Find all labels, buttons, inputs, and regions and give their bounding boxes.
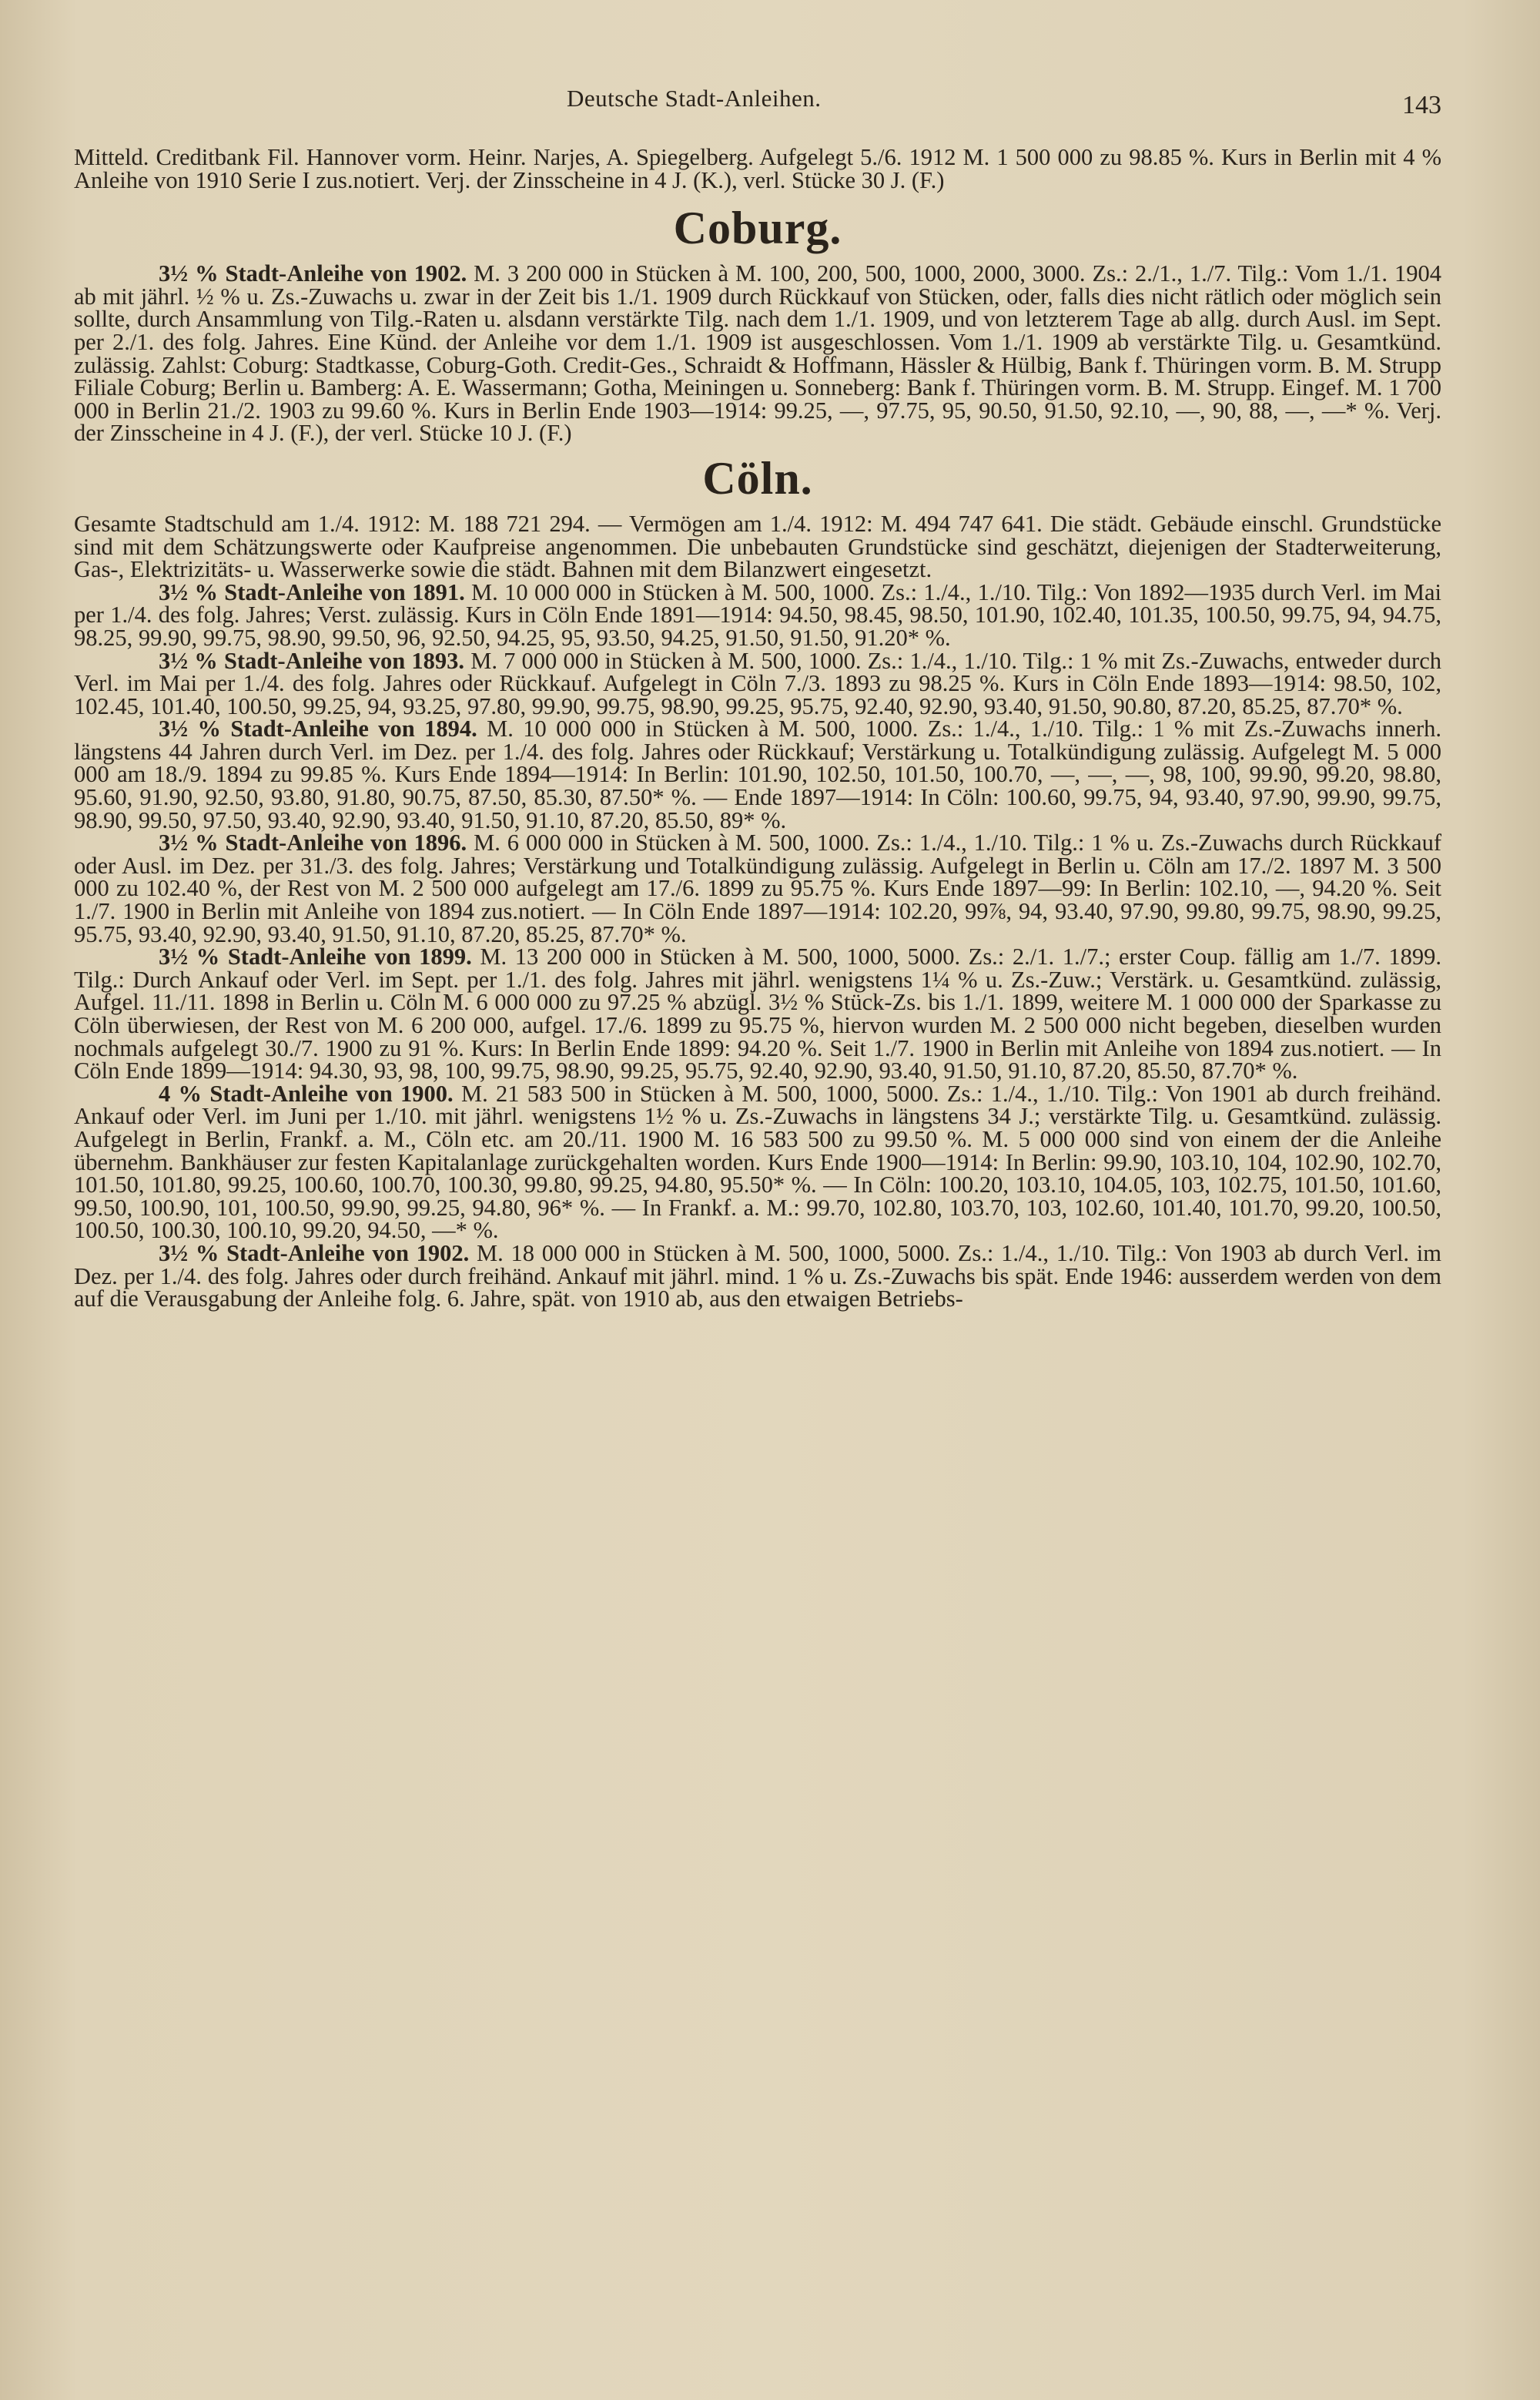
loan-title: 3½ % Stadt-Anleihe von 1902. [159,1239,470,1266]
section-heading-coburg: Coburg. [673,203,842,254]
loan-text: M. 6 000 000 in Stücken à M. 500, 1000. Zs.: 1./4., 1./10. Tilg.: 1 % u. Zs.-Zuwachs durch Rückkauf oder Ausl. im Dez. per 31./3. des folg. Jahres; Verstärkung und Totalkündigung zulässig. Aufgelegt in Berlin u. Cöln am 17./2. 1897 M. 3 500 000 zu 102.40 %, der Rest von M. 2 500 000 aufgelegt am 17./6. 1899 zu 95.75 %. Kurs Ende 1897—99: In Berlin: 102.10, —, 94.20 %. Seit 1./7. 1900 in Berlin mit Anleihe von 1894 zus.notiert. — In Cöln Ende 1897—1914: 102.20, 99⅞, 94, 93.40, 97.90, 99.80, 99.75, 98.90, 99.25, 95.75, 93.40, 92.90, 93.40, 91.50, 91.10, 87.20, 85.25, 87.70* %. [74,830,1441,947]
running-title: Deutsche Stadt-Anleihen. [567,85,822,112]
loan-entry [74,647,1441,719]
intro-paragraph: Mitteld. Creditbank Fil. Hannover vorm. Heinr. Narjes, A. Spiegelberg. Aufgelegt 5./6. 1912 M. 1 500 000 zu 98.85 %. Kurs in Berlin mit 4 % Anleihe von 1910 Serie I zus.notiert. Verj. der Zinsscheine in 4 J. (K.), verl. Stücke 30 J. (F.) [74,144,1441,193]
loan-entry [74,832,1441,946]
loan-title: 3½ % Stadt-Anleihe von 1902. [159,260,467,287]
loan-title: 3½ % Stadt-Anleihe von 1891. [159,578,465,605]
loan-entry [74,260,1441,447]
loan-text: M. 10 000 000 in Stücken à M. 500, 1000. Zs.: 1./4., 1./10. Tilg.: Von 1892—1935 durch Verl. im Mai per 1./4. des folg. Jahres; Verst. zulässig. Kurs in Cöln Ende 1891—1914: 94.50, 98.45, 98.50, 101.90, 102.40, 101.35, 100.50, 99.75, 94, 94.75, 98.25, 99.90, 99.75, 98.90, 99.50, 96, 92.50, 94.25, 95, 93.50, 94.25, 91.50, 91.50, 91.20* %. [74,578,1441,651]
section-heading-coeln: Cöln. [702,452,813,504]
loan-title: 3½ % Stadt-Anleihe von 1896. [159,830,467,856]
loan-text: M. 3 200 000 in Stücken à M. 100, 200, 500, 1000, 2000, 3000. Zs.: 2./1., 1./7. Tilg.: Vom 1./1. 1904 ab mit jährl. ½ % u. Zs.-Zuwachs u. zwar in der Zeit bis 1./1. 1909 durch Rückkauf von Stücken, oder, falls dies nicht rätlich oder möglich sein sollte, durch Ansammlung von Tilg.-Raten u. alsdann verstärkte Tilg. nach dem 1./1. 1909, und von letzterem Tage ab allg. durch Ausl. im Sept. per 2./1. des folg. Jahres. Eine Künd. der Anleihe vor dem 1./1. 1909 ist ausgeschlossen. Vom 1./1. 1909 ab verstärkte Tilg. u. Gesamtkünd. zulässig. Zahlst: Coburg: Stadtkasse, Coburg-Goth. Credit-Ges., Schraidt & Hoffmann, Hässler & Hülbig, Bank f. Thüringen vorm. B. M. Strupp Filiale Coburg; Berlin u. Bamberg: A. E. Wassermann; Gotha, Meiningen u. Sonneberg: Bank f. Thüringen vorm. B. M. Strupp. Eingef. M. 1 700 000 in Berlin 21./2. 1903 zu 99.60 %. Kurs in Berlin Ende 1903—1914: 99.25, —, 97.75, 95, 90.50, 91.50, 92.10, —, 90, 88, —, —* %. Verj. der Zinsscheine in 4 J. (F.), der verl. Stücke 10 J. (F.) [74,260,1441,447]
loan-text: M. 13 200 000 in Stücken à M. 500, 1000, 5000. Zs.: 2./1. 1./7.; erster Coup. fällig am 1./7. 1899. Tilg.: Durch Ankauf oder Verl. im Sept. per 1./1. des folg. Jahres mit jährl. wenigstens 1¼ % u. Zs.-Zuw.; Verstärk. u. Gesamtkünd. zulässig, Aufgel. 11./11. 1898 in Berlin u. Cöln M. 6 000 000 zu 97.25 % abzügl. 3½ % Stück-Zs. bis 1./1. 1899, weitere M. 1 000 000 der Sparkasse zu Cöln überwiesen, der Rest von M. 6 200 000, aufgel. 17./6. 1899 zu 95.75 %, hiervon wurden M. 2 500 000 nicht begeben, dieselben wurden nochmals aufgelegt 30./7. 1900 zu 91 %. Kurs: In Berlin Ende 1899: 94.20 %. Seit 1./7. 1900 in Berlin mit Anleihe von 1894 zus.notiert. — In Cöln Ende 1899—1914: 94.30, 93, 98, 100, 99.75, 98.90, 99.25, 95.75, 92.40, 92.90, 93.40, 91.50, 91.10, 87.20, 85.50, 87.70* %. [74,944,1441,1084]
loan-entry [74,1080,1442,1244]
loan-entry [74,1239,1441,1312]
loan-title: 3½ % Stadt-Anleihe von 1893. [159,647,465,674]
loan-entry [74,946,1441,1083]
loan-title: 3½ % Stadt-Anleihe von 1899. [159,944,472,970]
loan-text: M. 21 583 500 in Stücken à M. 500, 1000, 5000. Zs.: 1./4., 1./10. Tilg.: Von 1901 ab durch freihänd. Ankauf oder Verl. im Juni per 1./10. mit jährl. wenigstens 1½ % u. Zs.-Zuwachs in längstens 34 J.; verstärkte Tilg. u. Gesamtkünd. zulässig. Aufgelegt in Berlin, Frankf. a. M., Cöln etc. am 20./11. 1900 M. 16 583 500 zu 99.50 %. M. 5 000 000 sind von einem der die Anleihe übernehm. Bankhäuser zur festen Kapitalanlage zurückgehalten worden. Kurs Ende 1900—1914: In Berlin: 99.90, 103.10, 104, 102.90, 102.70, 101.50, 101.80, 99.25, 100.60, 100.70, 100.30, 99.80, 99.25, 94.80, 95.50* %. — In Cöln: 100.20, 103.10, 104.05, 103, 102.75, 101.50, 101.60, 99.50, 100.90, 101, 100.50, 99.90, 99.25, 94.80, 96* %. — In Frankf. a. M.: 99.70, 102.80, 103.70, 103, 102.60, 101.40, 101.70, 99.20, 100.50, 100.50, 100.30, 100.10, 99.20, 94.50, —* %. [74,1080,1442,1244]
loan-title: 3½ % Stadt-Anleihe von 1894. [159,716,477,742]
loan-title: 4 % Stadt-Anleihe von 1900. [159,1080,454,1107]
loan-text: M. 18 000 000 in Stücken à M. 500, 1000, 5000. Zs.: 1./4., 1./10. Tilg.: Von 1903 ab durch Verl. im Dez. per 1./4. des folg. Jahres oder durch freihänd. Ankauf mit jährl. mind. 1 % u. Zs.-Zuwachs bis spät. Ende 1946: ausserdem werden von dem auf die Verausgabung der Anleihe folg. 6. Jahre, spät. von 1910 ab, aus den etwaigen Betriebs- [74,1239,1441,1312]
page-number: 143 [1402,91,1441,119]
coeln-overview: Gesamte Stadtschuld am 1./4. 1912: M. 188 721 294. — Vermögen am 1./4. 1912: M. 494 747 641. Die städt. Gebäude einschl. Grundstücke sind mit dem Schätzungswerte oder Kaufpreise angenommen. Die unbebauten Grundstücke sind geschätzt, diejenigen der Stadterweiterung, Gas-, Elektrizitäts- u. Wasserwerke sowie die städt. Bahnen mit dem Bilanzwert eingesetzt. [74,510,1441,583]
loan-text: M. 7 000 000 in Stücken à M. 500, 1000. Zs.: 1./4., 1./10. Tilg.: 1 % mit Zs.-Zuwachs, entweder durch Verl. im Mai per 1./4. des folg. Jahres oder Rückkauf. Aufgelegt in Cöln 7./3. 1893 zu 98.25 %. Kurs in Cöln Ende 1893—1914: 98.50, 102, 102.45, 101.40, 100.50, 99.25, 94, 93.25, 97.80, 99.90, 99.75, 98.90, 99.25, 95.75, 92.40, 92.90, 93.40, 91.50, 90.80, 87.20, 85.25, 87.70* %. [74,647,1441,719]
loan-text: M. 10 000 000 in Stücken à M. 500, 1000. Zs.: 1./4., 1./10. Tilg.: 1 % mit Zs.-Zuwachs innerh. längstens 44 Jahren durch Verl. im Dez. per 1./4. des folg. Jahres oder Rückkauf; Verstärkung u. Totalkündigung zulässig. Aufgelegt M. 5 000 000 am 18./9. 1894 zu 99.85 %. Kurs Ende 1894—1914: In Berlin: 101.90, 102.50, 101.50, 100.70, —, —, —, 98, 100, 99.90, 99.20, 98.80, 95.60, 91.90, 92.50, 93.80, 91.80, 90.75, 87.50, 85.30, 87.50* %. — Ende 1897—1914: In Cöln: 100.60, 99.75, 94, 93.40, 97.90, 99.90, 99.75, 98.90, 99.50, 97.50, 93.40, 92.90, 93.40, 91.50, 91.10, 87.20, 85.50, 89* %. [74,716,1441,833]
page-header [74,80,1441,126]
loan-entry [74,578,1441,651]
loan-entry [74,718,1441,832]
page-content [74,146,1441,1311]
